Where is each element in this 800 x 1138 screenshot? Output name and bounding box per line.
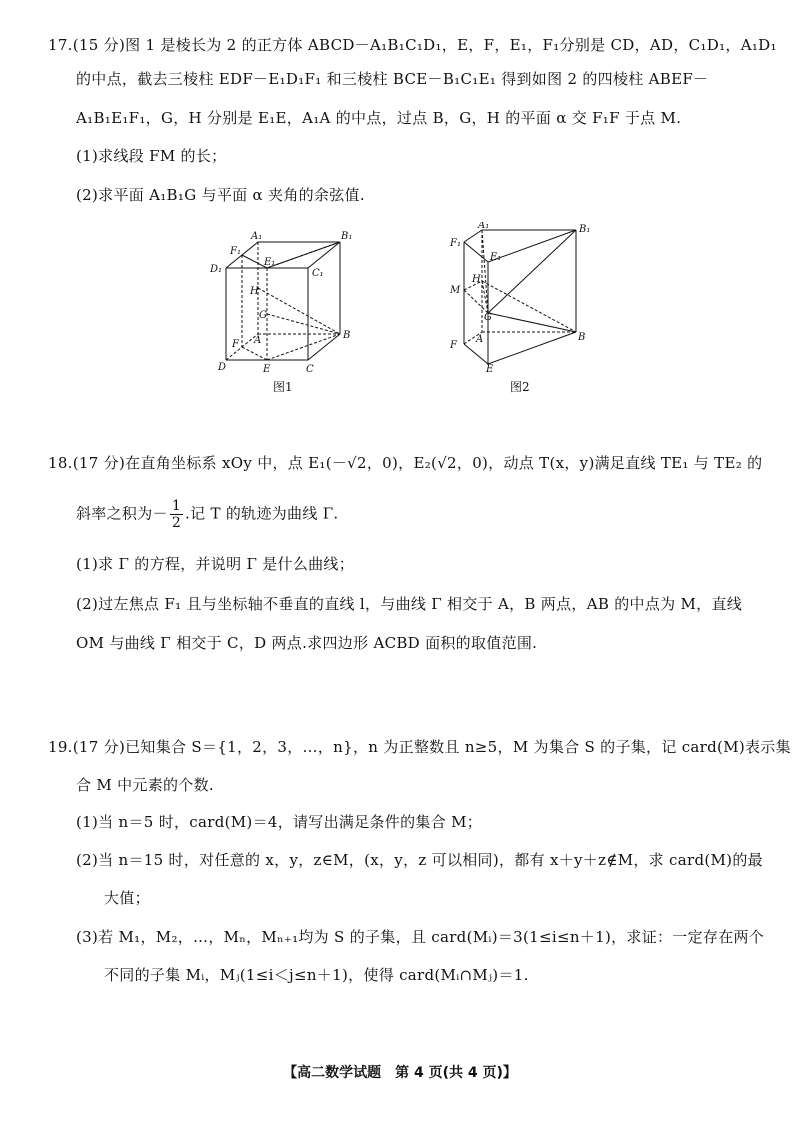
fig2-label-B1: B₁ bbox=[579, 224, 591, 235]
fig1-label-D1: D₁ bbox=[210, 264, 223, 275]
fig1-label-A1: A₁ bbox=[251, 231, 263, 242]
fig1-label-C: C bbox=[306, 364, 314, 375]
fig2-label-F1: F₁ bbox=[450, 238, 461, 249]
q19-part3-line1: (3)若 M₁，M₂，…，Mₙ，Mₙ₊₁均为 S 的子集，且 card(Mᵢ)＝3(1≤i≤n＋1)，求证：一定存在两个 bbox=[76, 928, 765, 946]
fraction-one-half: $\frac{1}{2}$ bbox=[171, 498, 182, 531]
q18-line1: 18.(17 分)在直角坐标系 xOy 中，点 E₁(－√2，0)，E₂(√2，0)，动点 T(x，y)满足直线 TE₁ 与 TE₂ 的 bbox=[48, 454, 763, 472]
figure-1-caption: 图1 bbox=[273, 380, 293, 394]
q19-part1: (1)当 n＝5 时，card(M)＝4，请写出满足条件的集合 M； bbox=[76, 813, 483, 831]
fig2-label-G: G bbox=[484, 312, 492, 323]
figure-2-caption: 图2 bbox=[510, 380, 530, 394]
q19-line1: 19.(17 分)已知集合 S＝{1，2，3，…，n}，n 为正整数且 n≥5，M 为集合 S 的子集，记 card(M)表示集 bbox=[48, 738, 791, 756]
q19-line2: 合 M 中元素的个数. bbox=[76, 776, 214, 794]
q19-part2-line1: (2)当 n＝15 时，对任意的 x，y，z∈M，(x，y，z 可以相同)，都有 x＋y＋z∉M，求 card(M)的最 bbox=[76, 851, 763, 869]
fig2-label-M: M bbox=[450, 285, 461, 296]
fig1-label-G: G bbox=[259, 310, 267, 321]
fig2-label-A1: A₁ bbox=[478, 222, 490, 231]
q19-part2-line2: 大值； bbox=[104, 889, 150, 907]
fig1-label-D: D bbox=[218, 362, 227, 373]
fig2-label-F: F bbox=[450, 340, 457, 351]
fig1-label-F1: F₁ bbox=[230, 246, 241, 257]
fig1-label-F: F bbox=[232, 339, 239, 350]
q17-line2: 的中点，截去三棱柱 EDF－E₁D₁F₁ 和三棱柱 BCE－B₁C₁E₁ 得到如图 2 的四棱柱 ABEF－ bbox=[76, 70, 709, 88]
q17-part2: (2)求平面 A₁B₁G 与平面 α 夹角的余弦值. bbox=[76, 186, 365, 204]
fig2-label-B: B bbox=[578, 332, 586, 343]
q18-line2: 斜率之积为－ $\frac{1}{2}$ .记 T 的轨迹为曲线 Γ. bbox=[76, 498, 339, 531]
fig1-label-B1: B₁ bbox=[341, 231, 353, 242]
q17-part1: (1)求线段 FM 的长； bbox=[76, 147, 227, 165]
fig2-label-H: H bbox=[472, 274, 481, 285]
fig1-label-B: B bbox=[343, 330, 351, 341]
q18-part2-line2: OM 与曲线 Γ 相交于 C，D 两点.求四边形 ACBD 面积的取值范围. bbox=[76, 634, 538, 652]
q18-part1: (1)求 Γ 的方程，并说明 Γ 是什么曲线； bbox=[76, 555, 355, 573]
fig1-label-E: E bbox=[263, 364, 271, 375]
fig1-label-A: A bbox=[254, 335, 262, 346]
fig1-label-C1: C₁ bbox=[312, 268, 324, 279]
fig1-label-E1: E₁ bbox=[264, 257, 276, 268]
page-footer: 【高二数学试题 第 4 页(共 4 页)】 bbox=[283, 1065, 517, 1081]
q17-line1: 17.(15 分)图 1 是棱长为 2 的正方体 ABCD－A₁B₁C₁D₁，E，F，E₁，F₁分别是 CD，AD，C₁D₁，A₁D₁ bbox=[48, 36, 777, 54]
fig2-label-E1: E₁ bbox=[490, 252, 502, 263]
fig1-label-H: H bbox=[250, 286, 259, 297]
q19-part3-line2: 不同的子集 Mᵢ，Mⱼ(1≤i＜j≤n＋1)，使得 card(Mᵢ∩Mⱼ)＝1. bbox=[104, 966, 529, 984]
figure-2-prism bbox=[444, 222, 594, 372]
q17-line3: A₁B₁E₁F₁，G，H 分别是 E₁E，A₁A 的中点，过点 B，G，H 的平面 α 交 F₁F 于点 M. bbox=[76, 109, 682, 127]
figure-1-cube bbox=[206, 230, 366, 375]
fig2-label-E: E bbox=[486, 364, 494, 372]
fig2-label-A: A bbox=[476, 334, 484, 345]
q18-part2-line1: (2)过左焦点 F₁ 且与坐标轴不垂直的直线 l，与曲线 Γ 相交于 A，B 两点，AB 的中点为 M，直线 bbox=[76, 595, 743, 613]
